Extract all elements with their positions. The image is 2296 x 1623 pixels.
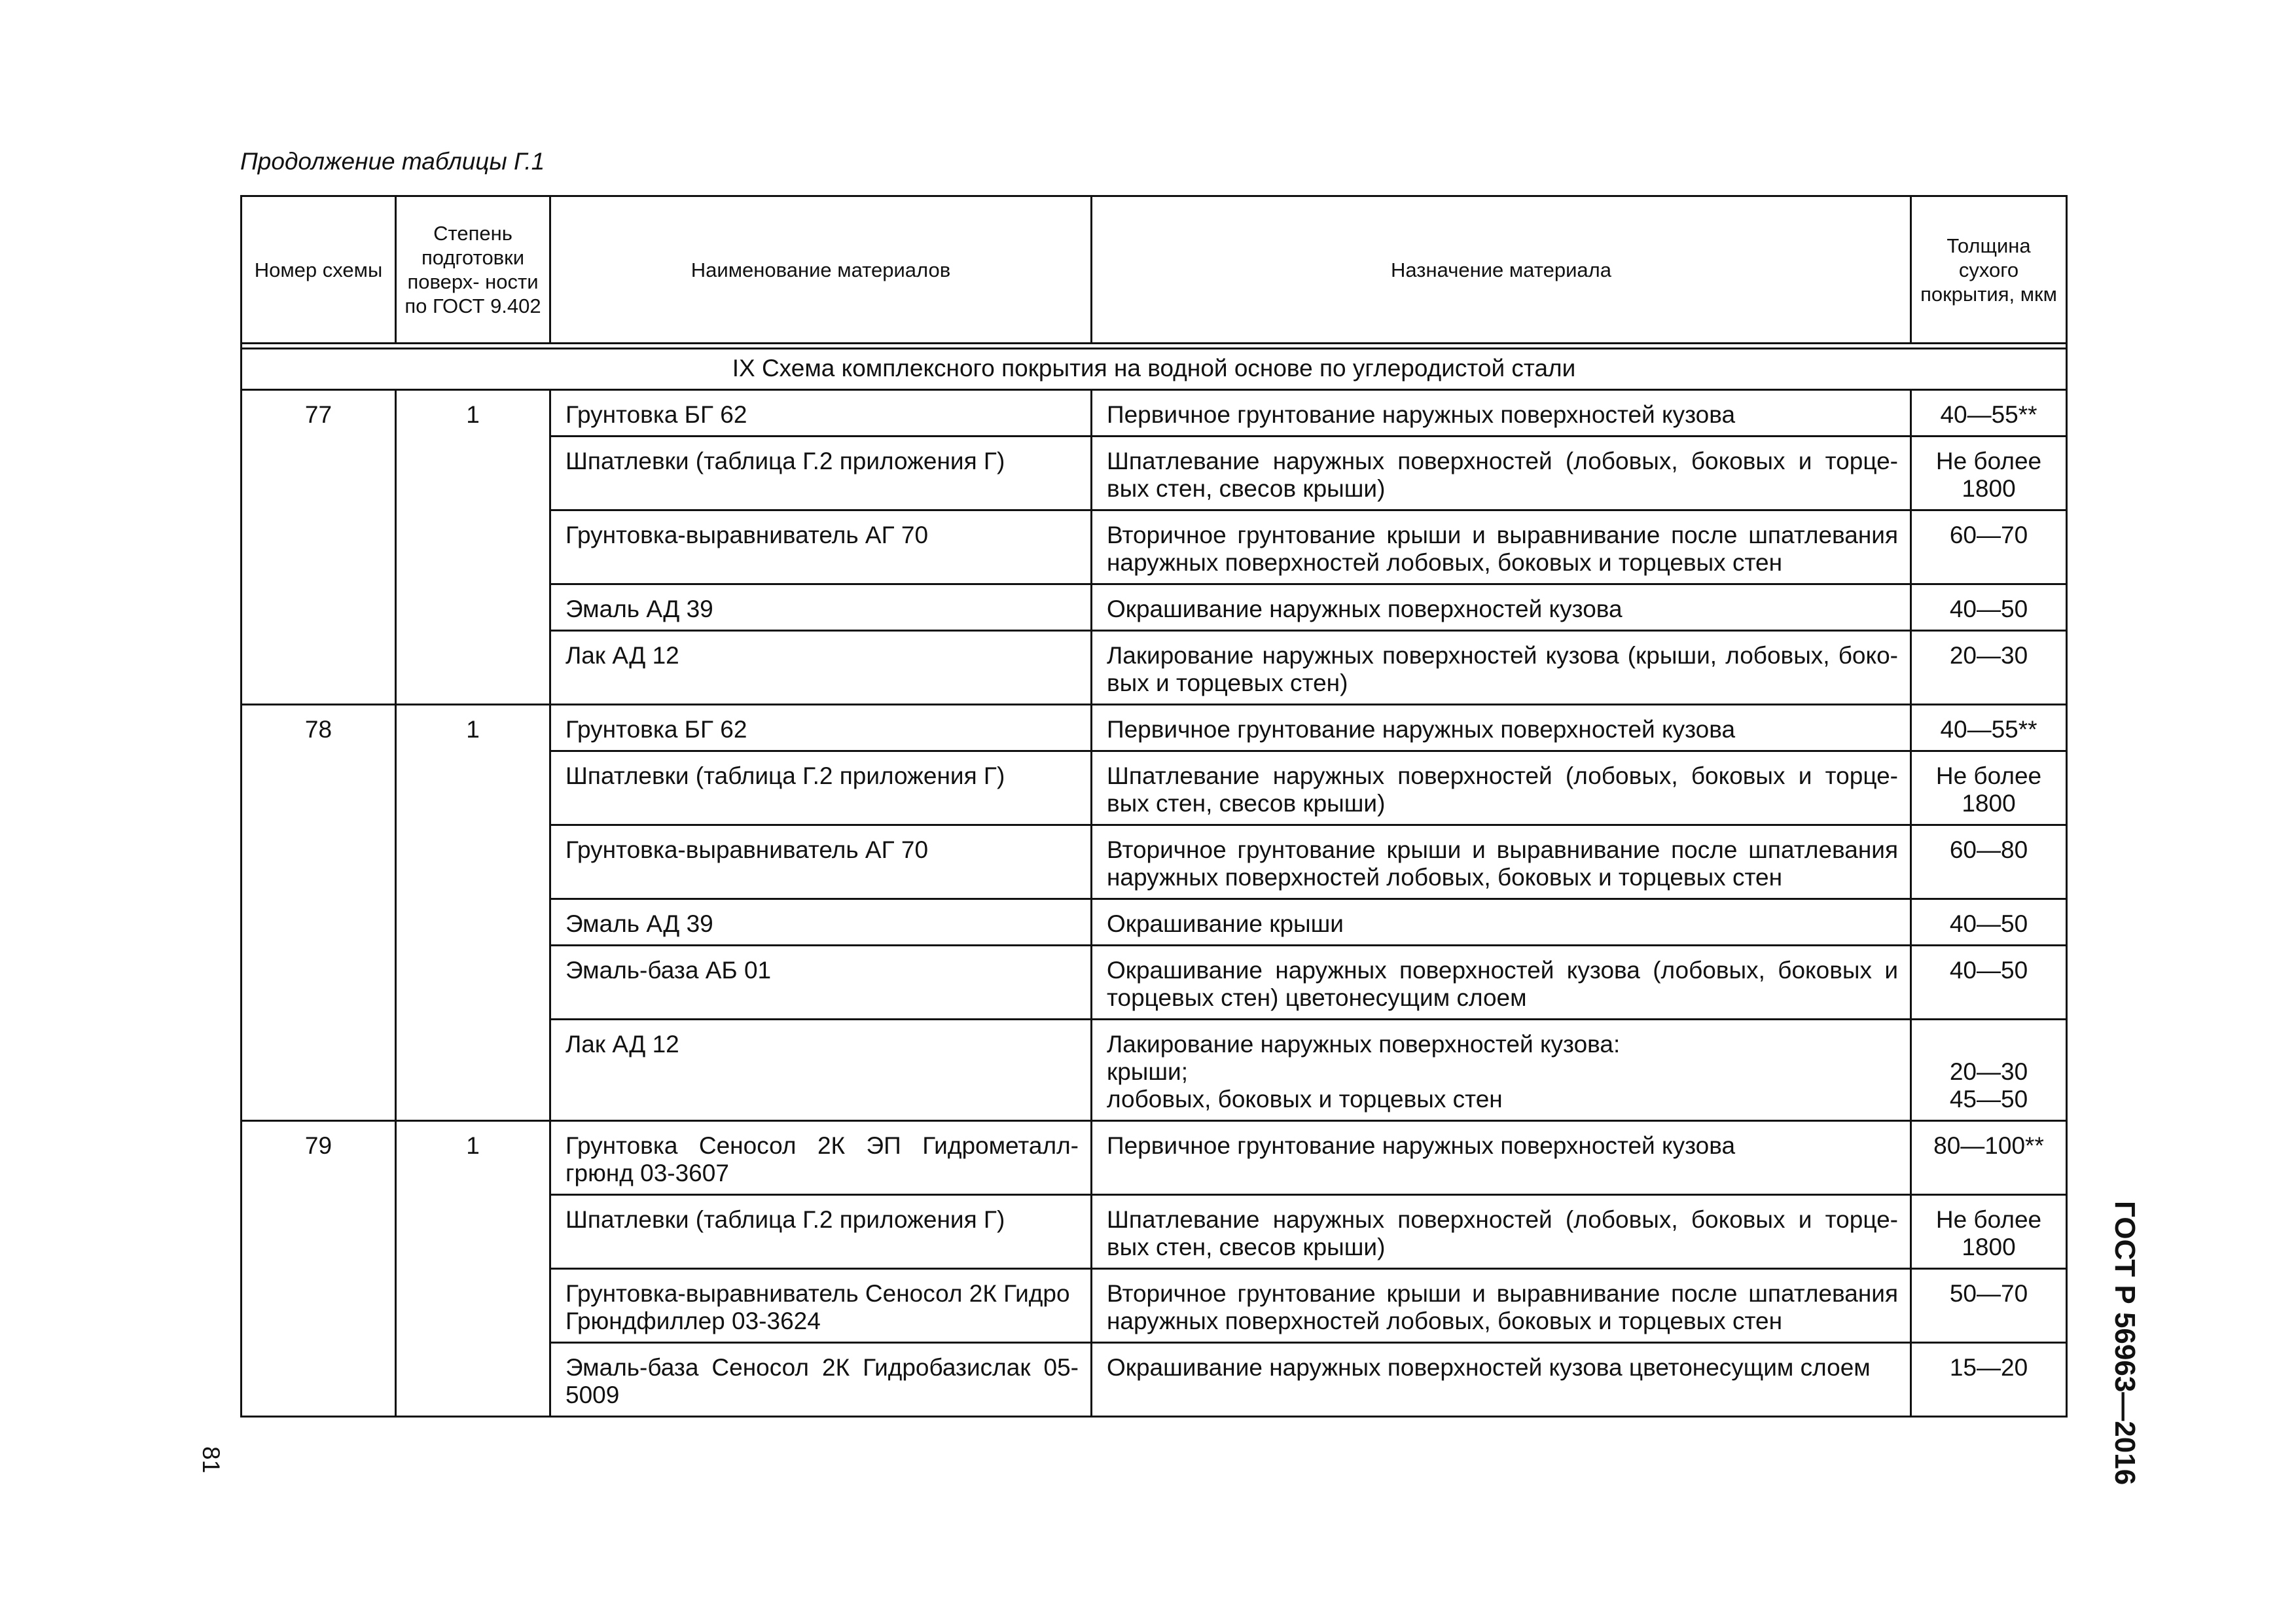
material-cell: Шпатлевки (таблица Г.2 приложения Г) — [550, 751, 1092, 825]
preparation-degree: 1 — [396, 390, 550, 705]
material-cell: Грунтовка-выравниватель АГ 70 — [550, 510, 1092, 584]
material-cell: Грунтовка Сеносол 2К ЭП Гидрометалл- грюнд 03-3607 — [550, 1121, 1092, 1195]
table-row — [242, 390, 2067, 437]
purpose-cell: Окрашивание наружных поверхностей кузова — [1092, 584, 1911, 631]
thickness-cell: 20—30 — [1911, 631, 2067, 705]
thickness-cell: 40—50 — [1911, 584, 2067, 631]
thickness-cell: 15—20 — [1911, 1343, 2067, 1417]
thickness-cell: Не более 1800 — [1911, 751, 2067, 825]
material-cell: Эмаль-база Сеносол 2К Гидробазислак 05-5009 — [550, 1343, 1092, 1417]
thickness-cell: 60—70 — [1911, 510, 2067, 584]
material-cell: Грунтовка-выравниватель АГ 70 — [550, 825, 1092, 899]
purpose-cell: Вторичное грунтование крыши и выравнивание после шпатлевания наружных поверхностей лобовых, боковых и торцевых стен — [1092, 825, 1911, 899]
thickness-cell: Не более 1800 — [1911, 437, 2067, 510]
thickness-line: 45—50 — [1949, 1086, 2028, 1113]
header-separator — [242, 344, 2067, 349]
purpose-cell: Окрашивание крыши — [1092, 899, 1911, 946]
material-cell: Грунтовка БГ 62 — [550, 705, 1092, 751]
thickness-cell — [1911, 1020, 2067, 1121]
material-cell: Эмаль АД 39 — [550, 584, 1092, 631]
purpose-line: крыши; — [1107, 1058, 1188, 1085]
thickness-cell: Не более 1800 — [1911, 1195, 2067, 1269]
table-caption: Продолжение таблицы Г.1 — [240, 148, 545, 175]
page-number: 81 — [198, 1446, 224, 1474]
material-cell: Шпатлевки (таблица Г.2 приложения Г) — [550, 437, 1092, 510]
scheme-number: 77 — [242, 390, 396, 705]
purpose-cell: Первичное грунтование наружных поверхностей кузова — [1092, 390, 1911, 437]
material-cell: Эмаль АД 39 — [550, 899, 1092, 946]
header-scheme-number: Номер схемы — [242, 196, 396, 344]
standard-designation: ГОСТ Р 56963—2016 — [2109, 1201, 2141, 1486]
purpose-cell: Первичное грунтование наружных поверхностей кузова — [1092, 1121, 1911, 1195]
coating-schemes-table — [240, 195, 2068, 1418]
material-cell: Грунтовка-выравниватель Сеносол 2К Гидро Грюндфиллер 03-3624 — [550, 1269, 1092, 1343]
purpose-cell: Окрашивание наружных поверхностей кузова цветонесущим слоем — [1092, 1343, 1911, 1417]
header-coating-thickness: Толщина сухого покрытия, мкм — [1911, 196, 2067, 344]
purpose-cell: Первичное грунтование наружных поверхностей кузова — [1092, 705, 1911, 751]
header-preparation-degree: Степень подготовки поверх- ности по ГОСТ 9.402 — [396, 196, 550, 344]
preparation-degree: 1 — [396, 705, 550, 1121]
preparation-degree: 1 — [396, 1121, 550, 1417]
table-row — [242, 1121, 2067, 1195]
header-material-purpose: Назначение материала — [1092, 196, 1911, 344]
thickness-cell: 40—50 — [1911, 899, 2067, 946]
thickness-cell: 40—50 — [1911, 946, 2067, 1020]
material-cell: Эмаль-база АБ 01 — [550, 946, 1092, 1020]
purpose-cell: Шпатлевание наружных поверхностей (лобовых, боковых и торце- вых стен, свесов крыши) — [1092, 751, 1911, 825]
purpose-line: Лакирование наружных поверхностей кузова: — [1107, 1031, 1621, 1058]
purpose-cell: Вторичное грунтование крыши и выравнивание после шпатлевания наружных поверхностей лобовых, боковых и торцевых стен — [1092, 510, 1911, 584]
purpose-cell: Шпатлевание наружных поверхностей (лобовых, боковых и торце- вых стен, свесов крыши) — [1092, 1195, 1911, 1269]
purpose-cell: Окрашивание наружных поверхностей кузова (лобовых, боковых и торцевых стен) цветонесущим слоем — [1092, 946, 1911, 1020]
section-title: IX Схема комплексного покрытия на водной основе по углеродистой стали — [242, 349, 2067, 390]
scheme-number: 78 — [242, 705, 396, 1121]
section-title-row — [242, 349, 2067, 390]
thickness-line: 20—30 — [1949, 1058, 2028, 1085]
material-cell: Шпатлевки (таблица Г.2 приложения Г) — [550, 1195, 1092, 1269]
table-header-row — [242, 196, 2067, 344]
purpose-cell — [1092, 1020, 1911, 1121]
purpose-cell: Шпатлевание наружных поверхностей (лобовых, боковых и торце- вых стен, свесов крыши) — [1092, 437, 1911, 510]
thickness-cell: 50—70 — [1911, 1269, 2067, 1343]
thickness-cell: 40—55** — [1911, 705, 2067, 751]
thickness-cell: 80—100** — [1911, 1121, 2067, 1195]
thickness-cell: 40—55** — [1911, 390, 2067, 437]
purpose-cell: Лакирование наружных поверхностей кузова (крыши, лобовых, боко- вых и торцевых стен) — [1092, 631, 1911, 705]
thickness-cell: 60—80 — [1911, 825, 2067, 899]
material-cell: Лак АД 12 — [550, 1020, 1092, 1121]
header-material-name: Наименование материалов — [550, 196, 1092, 344]
scheme-number: 79 — [242, 1121, 396, 1417]
thickness-spacer — [1917, 1031, 2060, 1058]
purpose-cell: Вторичное грунтование крыши и выравнивание после шпатлевания наружных поверхностей лобовых, боковых и торцевых стен — [1092, 1269, 1911, 1343]
table-row — [242, 705, 2067, 751]
purpose-line: лобовых, боковых и торцевых стен — [1107, 1086, 1503, 1113]
material-cell: Грунтовка БГ 62 — [550, 390, 1092, 437]
material-cell: Лак АД 12 — [550, 631, 1092, 705]
